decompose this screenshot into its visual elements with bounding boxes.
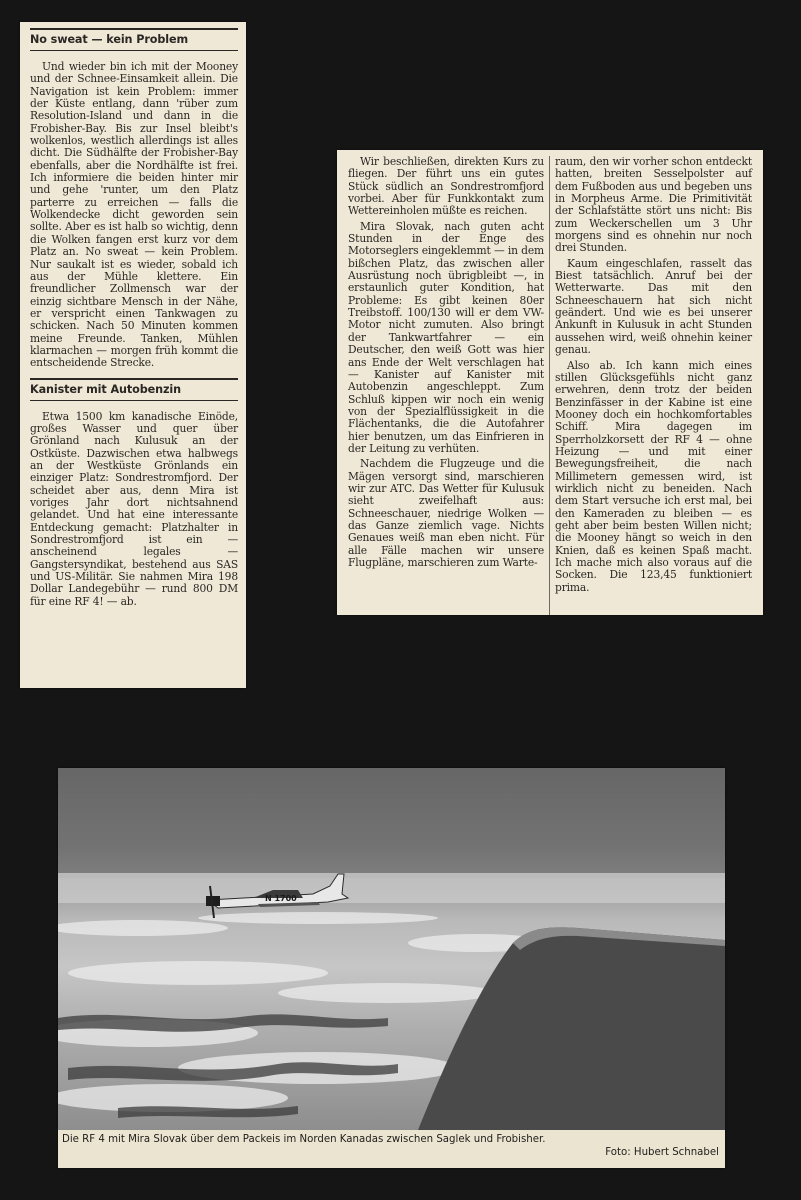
paragraph: Kaum eingeschlafen, rasselt das Biest tatsächlich. Anruf bei der Wetterwarte. Das mit den Schneeschauern hat sich nicht geändert. Und wie es bei unserer Ankunft in Kulusuk in acht Stunden aussehen wird, weiß ohnehin keiner genau. — [555, 256, 752, 357]
tail-number: N 1700 — [265, 894, 297, 903]
heading-rule — [30, 50, 238, 51]
section-body — [30, 411, 238, 609]
caption-text: Die RF 4 mit Mira Slovak über dem Packeis im Norden Kanadas zwischen Saglek und Frobisher. — [62, 1134, 546, 1145]
paragraph: Nachdem die Flugzeuge und die Mägen versorgt sind, marschieren wir zur ATC. Das Wetter für Kulusuk sieht zweifelhaft aus: Schneeschauer, niedrige Wolken — das Ganze ziemlich vage. Nichts Genaues weiß man eben nicht. Für alle Fälle machen wir unsere Flugpläne, marschieren zum Warte- — [348, 457, 544, 569]
article-clipping-left — [20, 22, 246, 688]
section-kanister — [30, 378, 238, 609]
paragraph: Wir beschließen, direkten Kurs zu fliegen. Der führt uns ein gutes Stück südlich an Sondrestromfjord vorbei. Aber für Funkkontakt zum Wettereinholen müßte es reichen. — [348, 155, 544, 218]
photo-clipping — [58, 768, 725, 1168]
foreground-wing — [418, 927, 725, 1130]
section-body — [30, 61, 238, 370]
section-no-sweat — [30, 28, 238, 370]
paragraph: Und wieder bin ich mit der Mooney und der Schnee-Einsamkeit allein. Die Navigation ist kein Problem: immer der Küste entlang, dann 'rüber zum Resolution-Island und dann in die Frobisher-Bay. Bis zur Insel bleibt's wolkenlos, westlich allerdings ist alles dicht. Die Südhälfte der Frobisher-Bay ebenfalls, aber die Nordhälfte ist frei. Ich informiere die beiden hinter mir und gehe 'runter, um den Platz parterre zu erreichen — falls die Wolkendecke dicht geworden sein sollte. Aber es ist halb so wichtig, denn die Wolken fangen erst kurz vor dem Platz an. No sweat — kein Problem. Nur saukalt ist es wieder, sobald ich aus der Mühle klettere. Ein freundlicher Zollmensch war der einzig sichtbare Mensch in der Nähe, er verspricht einen Tankwagen zu schicken. Nach 50 Minuten kommen meine Freunde. Tanken, Mühlen klarmachen — morgen früh kommt die entscheidende Strecke. — [30, 60, 238, 370]
heading-rule — [30, 400, 238, 401]
photo-illustration — [58, 768, 725, 1130]
column-left — [343, 156, 550, 615]
paragraph: Also ab. Ich kann mich eines stillen Glücksgefühls nicht ganz erwehren, denn trotz der beiden Benzinfässer in der Kabine ist eine Mooney doch ein hochkomfortables Schiff. Mira dagegen im Sperrholzkorsett der RF 4 — ohne Heizung — und mit einer Bewegungsfreiheit, die nach Millimetern gemessen wird, ist wirklich nicht zu beneiden. Nach dem Start versuche ich erst mal, bei den Kameraden zu bleiben — es geht aber beim besten Willen nicht; die Mooney hängt so weich in den Knien, daß es keinen Spaß macht. Ich mache mich also voraus auf die Socken. Die 123,45 funktioniert prima. — [555, 358, 752, 594]
paragraph: Mira Slovak, nach guten acht Stunden in der Enge des Motorseglers eingeklemmt — in dem bißchen Platz, das zwischen aller Ausrüstung noch übrigbleibt —, in erstaunlich guter Kondition, hat Probleme: Es gibt keinen 80er Treibstoff. 100/130 will er dem VW-Motor nicht zumuten. Also bringt der Tankwartfahrer — ein Deutscher, den weiß Gott was hier ans Ende der Welt verschlagen hat — Kanister auf Kanister mit Autobenzin angeschleppt. Zum Schluß kippen wir noch ein wenig von der Spezialflüssigkeit in die Flächentanks, die die Autofahrer hier benutzen, um das Einfrieren in der Leitung zu verhüten. — [348, 219, 544, 455]
paragraph: Etwa 1500 km kanadische Einöde, großes Wasser und quer über Grönland nach Kulusuk an der Ostküste. Dazwischen etwa halbwegs an der Westküste Grönlands ein einziger Platz: Sondrestromfjord. Der scheidet aber aus, denn Mira ist voriges Jahr dort nichtsahnend gelandet. Und hat eine interessante Entdeckung gemacht: Platzhalter in Sondrestromfjord ist ein — anscheinend legales — Gangstersyndikat, bestehend aus SAS und US-Militär. Sie nahmen Mira 198 Dollar Landegebühr — rund 800 DM für eine RF 4! — ab. — [30, 409, 238, 608]
column-right — [550, 156, 757, 615]
section-heading: No sweat — kein Problem — [30, 33, 189, 46]
article-clipping-right — [337, 150, 763, 615]
section-heading: Kanister mit Autobenzin — [30, 382, 181, 396]
photo-credit: Foto: Hubert Schnabel — [605, 1147, 719, 1158]
photo-caption — [58, 1130, 725, 1168]
two-column-layout — [343, 156, 757, 615]
aerial-photo — [58, 768, 725, 1130]
paragraph: raum, den wir vorher schon entdeckt hatten, breiten Sesselpolster auf dem Fußboden aus und begeben uns in Morpheus Arme. Die Primitivität der Schlafstätte stört uns nicht: Bis zum Weckerschellen um 3 Uhr morgens sind es ohnehin nur noch drei Stunden. — [555, 155, 752, 255]
